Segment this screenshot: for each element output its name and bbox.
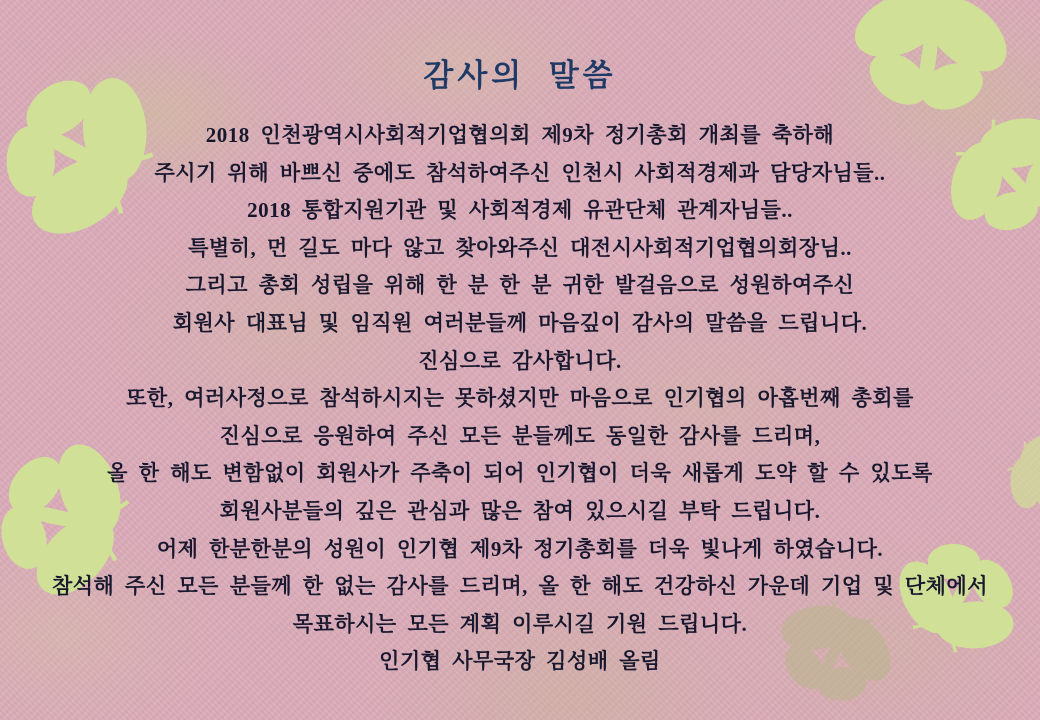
message-line: 올 한 해도 변함없이 회원사가 주축이 되어 인기협이 더욱 새롭게 도약 할 수 있도록 [107, 461, 933, 486]
message-line: 회원사 대표님 및 임직원 여러분들께 마음깊이 감사의 말씀을 드립니다. [172, 310, 868, 335]
message-line: 어제 한분한분의 성원이 인기협 제9차 정기총회를 더욱 빛나게 하였습니다. [156, 536, 884, 561]
message-line: 주시기 위해 바쁘신 중에도 참석하여주신 인천시 사회적경제과 담당자님들.. [154, 160, 886, 185]
page-title: 감사의 말씀 [423, 58, 617, 93]
message-line: 목표하시는 모든 계획 이루시길 기원 드립니다. [292, 611, 748, 636]
message-line: 2018 인천광역시사회적기업협의회 제9차 정기총회 개최를 축하해 [205, 123, 835, 147]
message-line: 특별히, 먼 길도 마다 않고 찾아와주신 대전시사회적기업협의회장님.. [188, 235, 852, 260]
message-line: 인기협 사무국장 김성배 올림 [379, 649, 661, 674]
message-line: 참석해 주신 모든 분들께 한 없는 감사를 드리며, 올 한 해도 건강하신 가운데 기업 및 단체에서 [51, 574, 989, 599]
message-body [30, 117, 1010, 681]
message-line: 또한, 여러사정으로 참석하시지는 못하셨지만 마음으로 인기협의 아홉번째 총회를 [126, 386, 914, 411]
message-line: 2018 통합지원기관 및 사회적경제 유관단체 관계자님들.. [247, 198, 793, 223]
message-line: 진심으로 응원하여 주신 모든 분들께도 동일한 감사를 드리며, [219, 423, 821, 448]
message-line: 그리고 총회 성립을 위해 한 분 한 분 귀한 발걸음으로 성원하여주신 [185, 273, 855, 298]
message-line: 진심으로 감사합니다. [418, 348, 622, 373]
message-line: 회원사분들의 깊은 관심과 많은 참여 있으시길 부탁 드립니다. [219, 498, 821, 523]
